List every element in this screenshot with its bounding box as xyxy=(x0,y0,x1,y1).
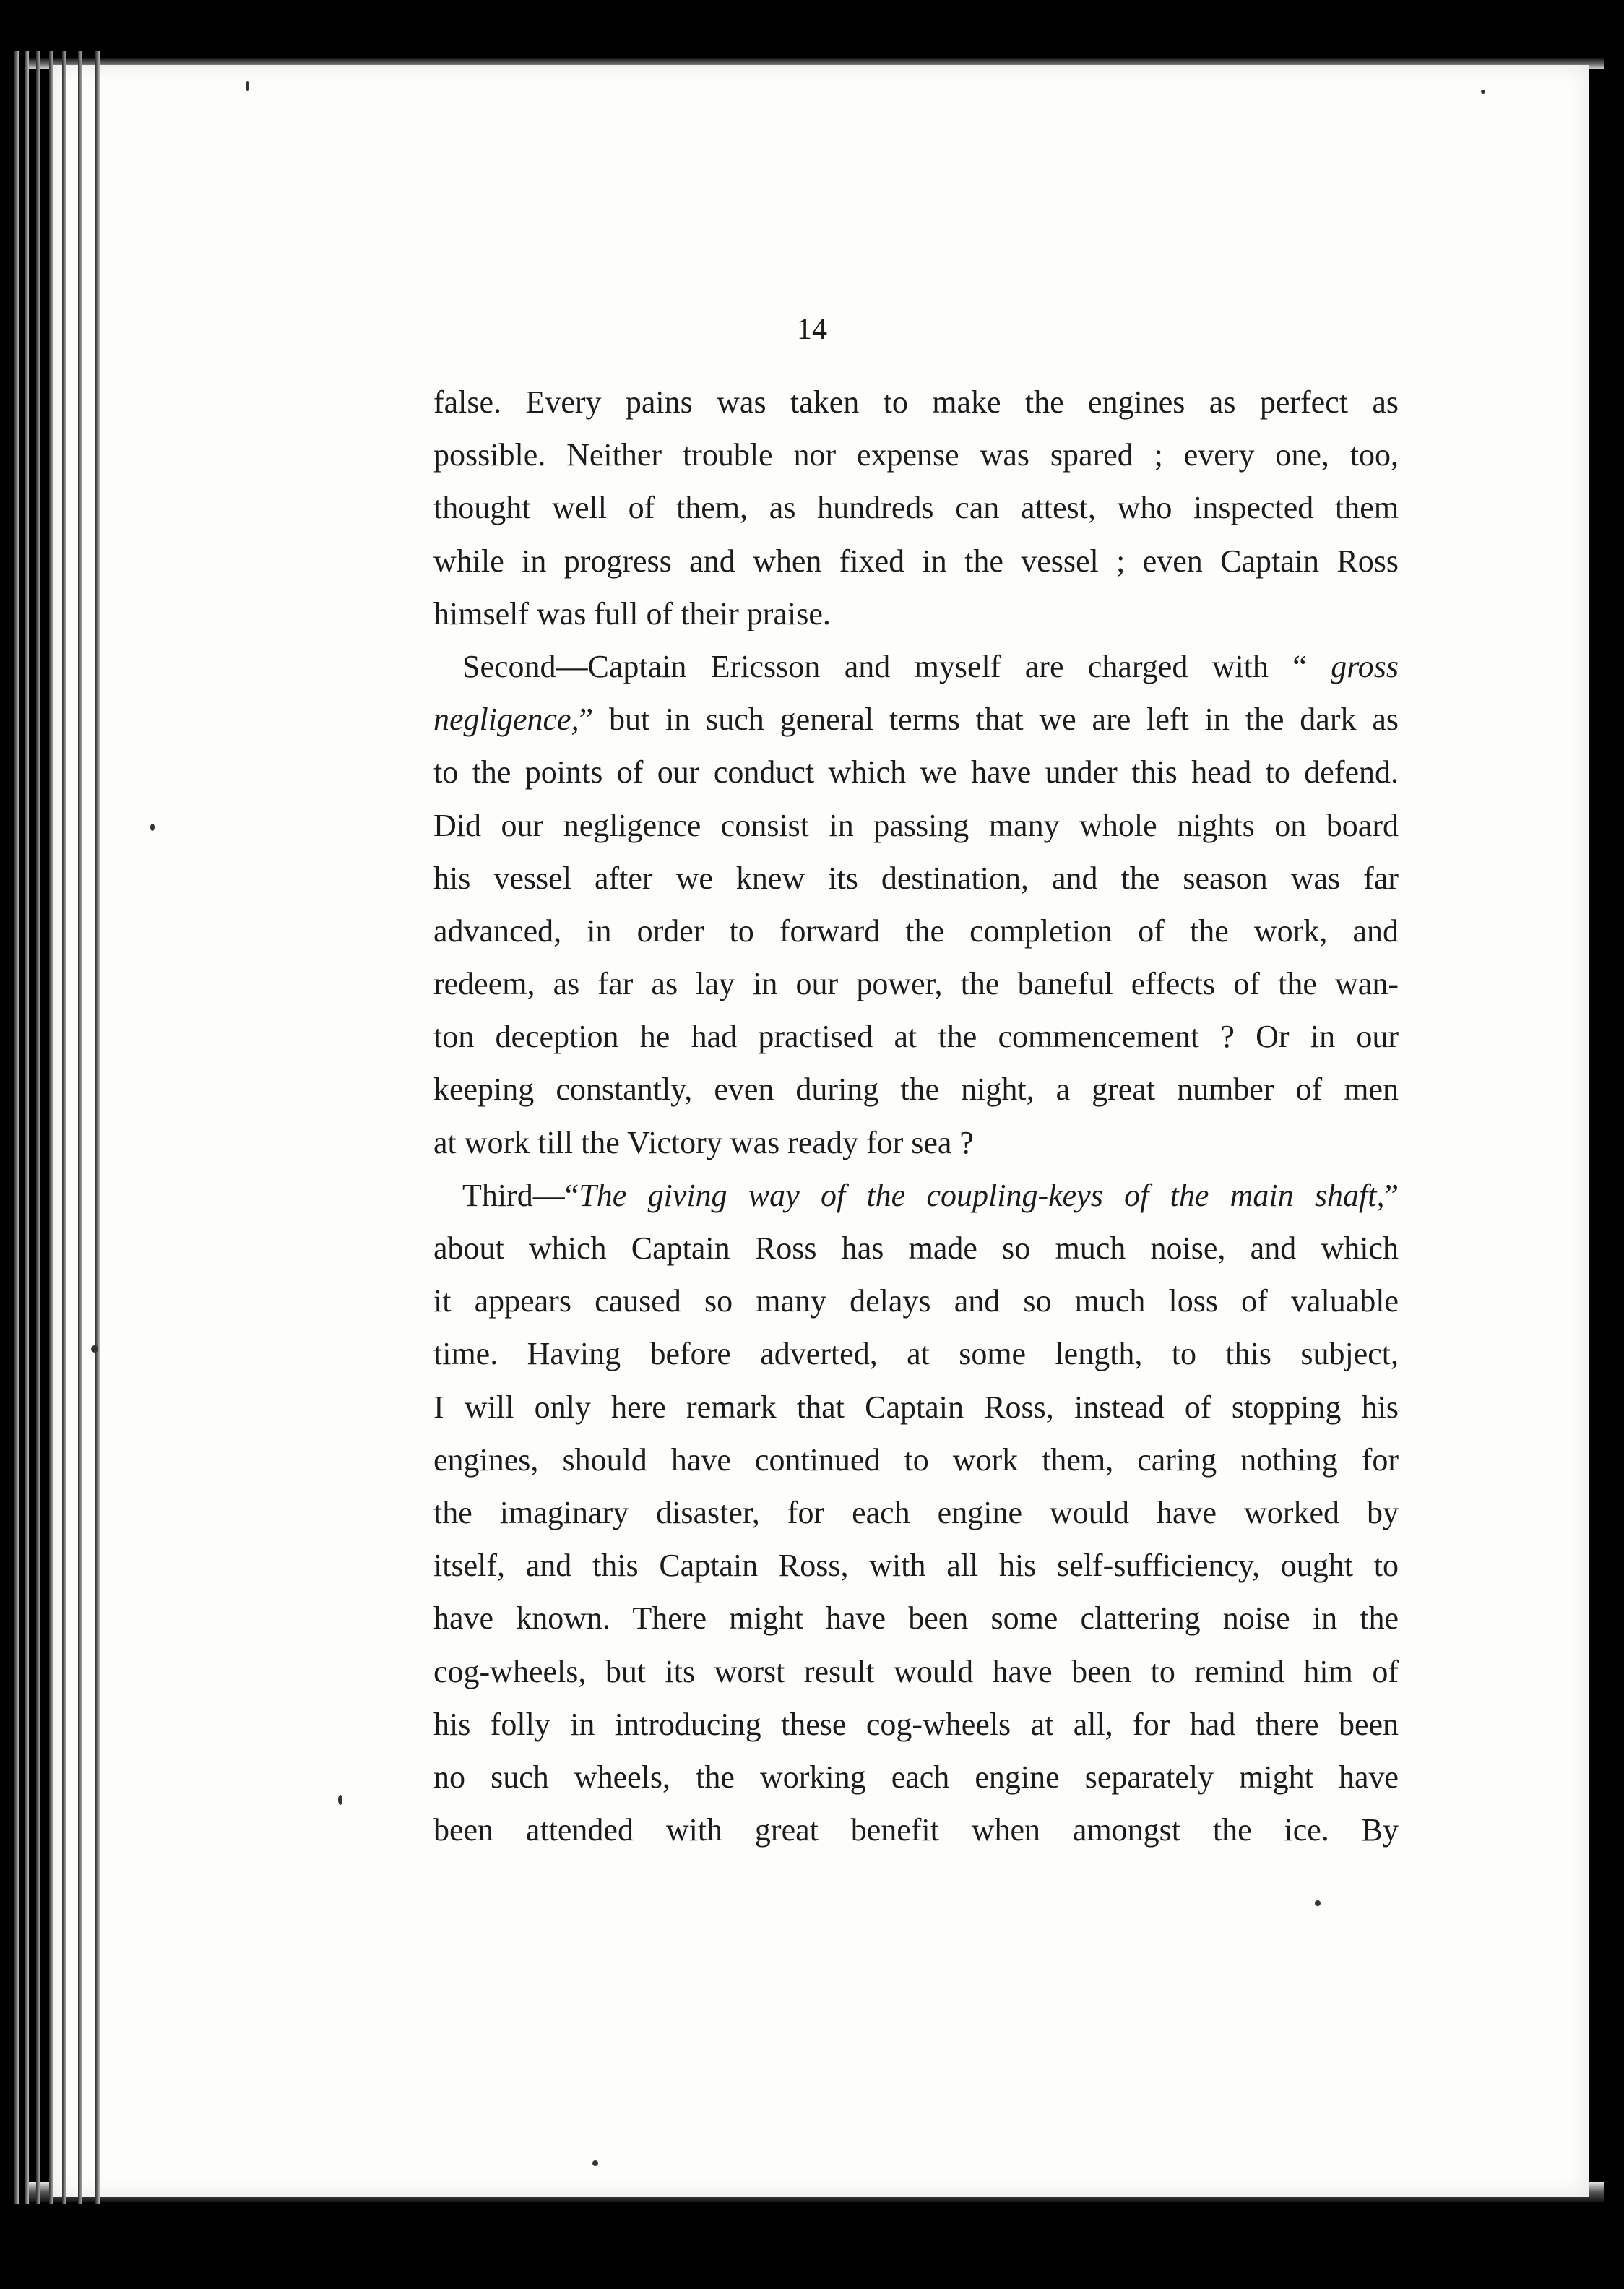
text-line xyxy=(433,1434,1399,1486)
text-segment: to the points of our conduct which we have under this head to defend. xyxy=(433,754,1399,790)
text-line xyxy=(433,905,1399,957)
page-edge xyxy=(49,51,53,2204)
page-edge xyxy=(95,51,100,2204)
text-segment: possible. Neither trouble nor expense was spared ; every one, too, xyxy=(433,437,1399,473)
text-segment: have known. There might have been some clattering noise in the xyxy=(433,1600,1399,1637)
page-number: 14 xyxy=(797,313,827,346)
page-edge xyxy=(62,51,66,2204)
text-segment: at work till the Victory was ready for sea ? xyxy=(433,1124,974,1160)
text-segment: redeem, as far as lay in our power, the baneful effects of the wan- xyxy=(433,966,1399,1002)
scan-speck xyxy=(338,1795,342,1805)
text-line xyxy=(433,1751,1399,1803)
text-segment: no such wheels, the working each engine separately might have xyxy=(433,1759,1399,1795)
text-segment: itself, and this Captain Ross, with all his self-sufficiency, ought to xyxy=(433,1548,1399,1584)
text-segment: I will only here remark that Captain Ross, instead of stopping his xyxy=(433,1389,1399,1425)
page-edge xyxy=(14,51,19,2204)
text-segment: thought well of them, as hundreds can attest, who inspected them xyxy=(433,490,1399,526)
text-segment: his folly in introducing these cog-wheels at all, for had there been xyxy=(433,1706,1399,1742)
text-segment: Second—Captain Ericsson and myself are charged with “ xyxy=(462,648,1331,684)
text-segment: advanced, in order to forward the completion of the work, and xyxy=(433,913,1399,949)
text-segment: engines, should have continued to work them, caring nothing for xyxy=(433,1441,1399,1478)
text-line xyxy=(433,376,1399,428)
scan-speck xyxy=(246,81,249,91)
text-line xyxy=(433,535,1399,587)
text-segment: Third—“ xyxy=(462,1177,579,1213)
text-segment: his vessel after we knew its destination, and the season was far xyxy=(433,860,1399,896)
text-segment: been attended with great benefit when amongst the ice. By xyxy=(433,1812,1399,1848)
italic-text-segment: negligence, xyxy=(433,702,579,738)
text-segment: himself was full of their praise. xyxy=(433,595,831,631)
text-line xyxy=(433,1063,1399,1116)
page-edge xyxy=(36,51,40,2204)
text-segment: cog-wheels, but its worst result would have been to remind him of xyxy=(433,1653,1399,1689)
scan-speck xyxy=(592,2160,598,2166)
scan-speck xyxy=(91,1345,98,1353)
text-line xyxy=(433,1010,1399,1063)
text-segment: while in progress and when fixed in the vessel ; even Captain Ross xyxy=(433,543,1399,579)
text-line xyxy=(433,587,1399,640)
text-line xyxy=(433,481,1399,534)
page-edge xyxy=(25,51,29,2204)
text-line xyxy=(433,799,1399,852)
text-segment: ton deception he had practised at the commencement ? Or in our xyxy=(433,1019,1399,1055)
text-line xyxy=(433,1486,1399,1539)
text-line xyxy=(433,957,1399,1010)
text-segment: ” but in such general terms that we are left in the dark as xyxy=(579,702,1399,738)
text-line xyxy=(433,1327,1399,1380)
page-stack-edges xyxy=(14,51,116,2204)
text-segment: it appears caused so many delays and so much loss of valuable xyxy=(433,1283,1399,1319)
text-line xyxy=(433,640,1399,693)
text-line xyxy=(433,1645,1399,1698)
text-line xyxy=(433,1698,1399,1751)
text-line xyxy=(433,1275,1399,1327)
text-segment: about which Captain Ross has made so much noise, and which xyxy=(433,1230,1399,1266)
text-line xyxy=(433,746,1399,798)
text-line xyxy=(433,1539,1399,1592)
text-line xyxy=(433,1381,1399,1434)
text-line xyxy=(433,1169,1399,1222)
text-segment: Did our negligence consist in passing many whole nights on board xyxy=(433,807,1399,843)
body-text xyxy=(433,376,1399,1856)
text-segment: ” xyxy=(1384,1177,1399,1213)
text-segment: time. Having before adverted, at some length, to this subject, xyxy=(433,1336,1399,1372)
text-line xyxy=(433,1116,1399,1169)
text-line xyxy=(433,693,1399,746)
italic-text-segment: The giving way of the coupling-keys of the main shaft, xyxy=(579,1177,1385,1213)
text-line xyxy=(433,1222,1399,1275)
text-line xyxy=(433,1803,1399,1856)
italic-text-segment: gross xyxy=(1331,648,1399,684)
scan-speck xyxy=(150,824,155,831)
text-line xyxy=(433,428,1399,481)
text-segment: keeping constantly, even during the night, a great number of men xyxy=(433,1072,1399,1108)
page-edge xyxy=(78,51,82,2204)
scan-speck xyxy=(1315,1900,1321,1906)
text-line xyxy=(433,852,1399,905)
text-segment: false. Every pains was taken to make the engines as perfect as xyxy=(433,384,1399,420)
text-segment: the imaginary disaster, for each engine would have worked by xyxy=(433,1494,1399,1530)
scan-speck xyxy=(1481,90,1485,94)
text-line xyxy=(433,1592,1399,1644)
